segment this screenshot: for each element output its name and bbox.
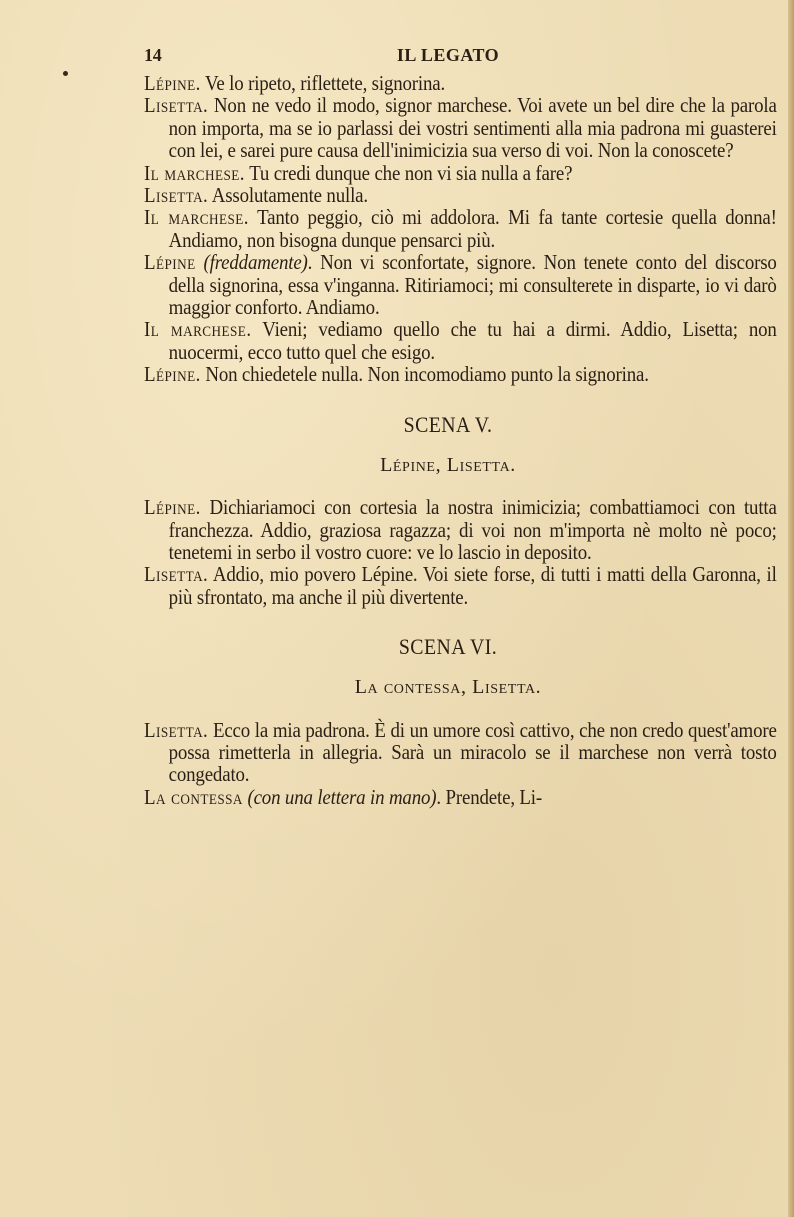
- speech-block: [144, 318, 777, 363]
- speaker-name: Lisetta.: [144, 183, 209, 208]
- running-title: IL LEGATO: [396, 45, 500, 65]
- speaker-name: Lisetta.: [144, 717, 209, 742]
- scene-characters: La contessa, Lisetta.: [354, 676, 542, 699]
- speech-block: [144, 363, 777, 385]
- speaker-name: Il marchese.: [144, 317, 252, 342]
- speech-text: Assolutamente nulla.: [208, 183, 368, 208]
- play-text: [144, 71, 777, 809]
- scene-characters: Lépine, Lisetta.: [380, 453, 516, 476]
- speech-block: [144, 94, 777, 161]
- stage-direction: (freddamente): [203, 250, 308, 275]
- speech-text: Tu credi dunque che non vi sia nulla a fare?: [244, 160, 573, 185]
- speaker-name: Lépine.: [144, 71, 201, 95]
- scene-heading: SCENA VI.: [398, 634, 498, 660]
- speech-text: Addio, mio povero Lépine. Voi siete forse, di tutti i matti della Garonna, il più sfrontato, ma anche il più divertente.: [168, 562, 777, 609]
- speech-block: [144, 184, 777, 206]
- speech-block: [144, 786, 777, 808]
- running-header: [144, 44, 752, 72]
- speech-text: . Prendete, Li-: [436, 784, 543, 809]
- speech-block: [144, 162, 777, 184]
- speech-block: [144, 496, 777, 563]
- speaker-name: Il marchese.: [144, 205, 249, 230]
- page-edge: [788, 0, 794, 1217]
- speaker-name: Lépine.: [144, 495, 201, 520]
- speech-text: Ecco la mia padrona. È di un umore così cattivo, che non credo quest'amore possa rimetterla in allegria. Sarà un miracolo se il marchese non verrà tosto congedato.: [168, 717, 777, 787]
- ink-speck: [63, 71, 68, 76]
- scene-heading: SCENA V.: [403, 411, 493, 437]
- speech-text: Tanto peggio, ciò mi addolora. Mi fa tante cortesie quella donna! Andiamo, non bisogna dunque pensarci più.: [168, 205, 777, 252]
- speech-block: [144, 719, 777, 786]
- page-number: 14: [144, 45, 162, 65]
- speech-text: Non ne vedo il modo, signor marchese. Voi avete un bel dire che la parola non importa, ma se io parlassi dei vostri sentimenti alla mia padrona mi guasterei con lei, e sarei pure causa dell'inimicizia sua verso di voi. Non la conoscete?: [168, 93, 777, 163]
- speech-text: Ve lo ripeto, riflettete, signorina.: [200, 71, 446, 95]
- speech-text: Non chiedetele nulla. Non incomodiamo punto la signorina.: [200, 362, 649, 387]
- speaker-name: Lépine: [144, 250, 196, 275]
- stage-direction: (con una lettera in mano): [247, 784, 437, 809]
- speaker-name: Il marchese.: [144, 160, 245, 185]
- speaker-name: Lépine.: [144, 362, 201, 387]
- speech-text: Dichiariamoci con cortesia la nostra inimicizia; combattiamoci con tutta franchezza. Addio, graziosa ragazza; di voi non m'importa nè molto nè poco; tenetemi in serbo il vostro cuore: ve lo lascio in deposito.: [168, 495, 777, 564]
- speaker-name: Lisetta.: [144, 562, 209, 587]
- speech-text: . Non vi sconfortate, signore. Non tenete conto del discorso della signorina, essa v'inganna. Ritiriamoci; mi consulterete in disparte, io vi darò maggior conforto. Andiamo.: [168, 250, 777, 320]
- book-page: [144, 44, 777, 809]
- speaker-name: La contessa: [144, 784, 243, 809]
- speech-text: Vieni; vediamo quello che tu hai a dirmi. Addio, Lisetta; non nuocermi, ecco tutto quel che esigo.: [168, 317, 777, 364]
- speech-block: [144, 563, 777, 608]
- speaker-name: Lisetta.: [144, 93, 209, 118]
- speech-block: [144, 251, 777, 318]
- speech-block: [144, 72, 777, 94]
- speech-block: [144, 206, 777, 251]
